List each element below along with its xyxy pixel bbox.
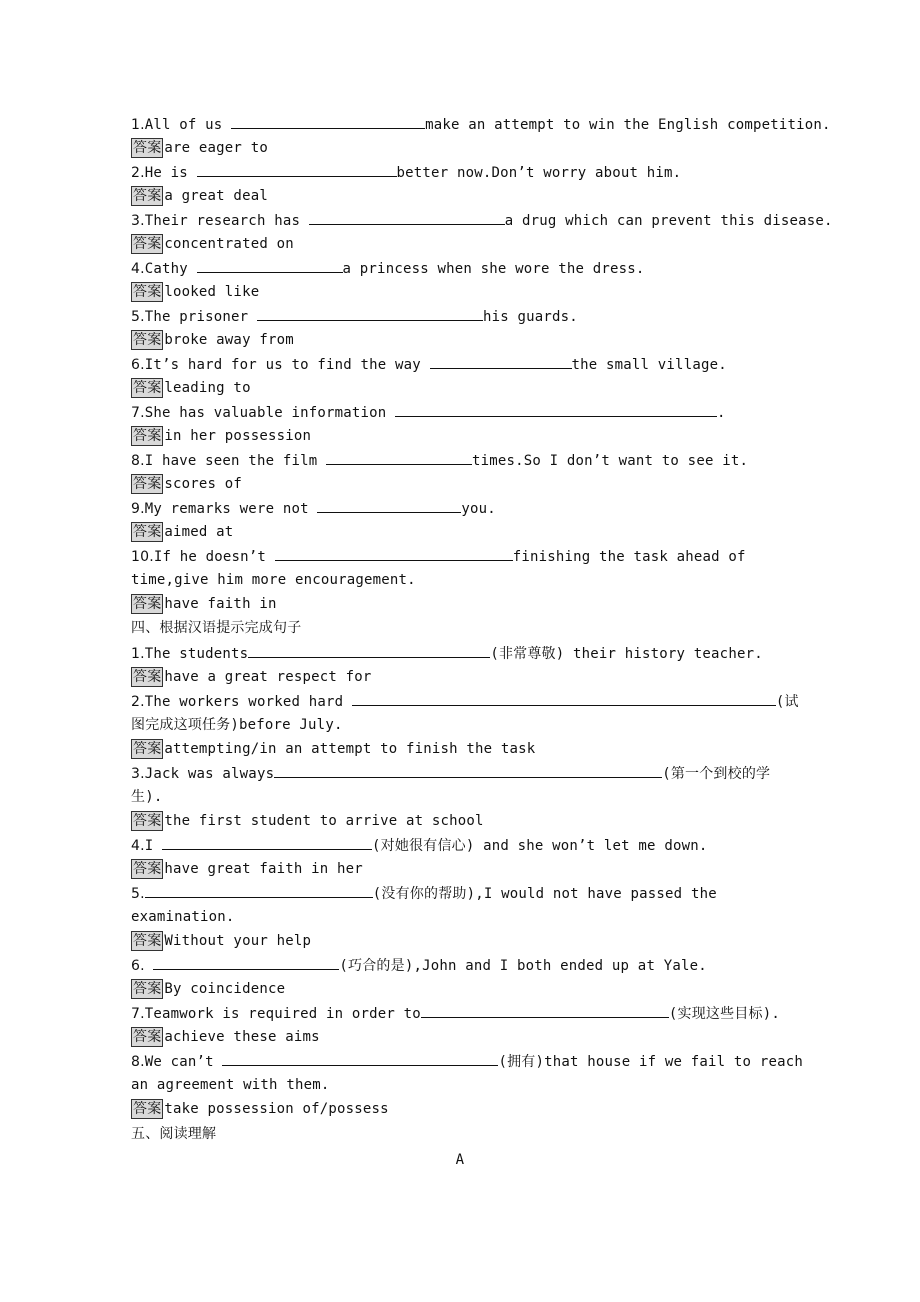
section-5-heading: 五、阅读理解: [131, 1126, 217, 1142]
s4-question-7: 7.Teamwork is required in order to (实现这些目标).: [131, 1003, 811, 1024]
s4-question-6: 6. (巧合的是),John and I both ended up at Yale.: [131, 955, 811, 976]
answer-blank: [274, 763, 662, 778]
question-5: 5.The prisoner his guards.: [131, 306, 811, 327]
answer-tag: 答案: [133, 428, 162, 444]
s4-question-2-continued: 图完成这项任务)before July.: [131, 717, 343, 733]
s4-answer-2: 答案 attempting/in an attempt to finish the task: [133, 741, 536, 757]
answer-tag: 答案: [133, 380, 162, 396]
answer-tag: 答案: [133, 1029, 162, 1045]
answer-tag: 答案: [133, 524, 162, 540]
s4-answer-3: 答案 the first student to arrive at school: [133, 813, 484, 829]
answer-blank: [352, 691, 776, 706]
s4-question-8-continued: an agreement with them.: [131, 1077, 330, 1093]
answer-blank: [162, 835, 372, 850]
answer-blank: [275, 546, 513, 561]
answer-6: 答案 leading to: [133, 380, 251, 396]
answer-1: 答案 are eager to: [133, 140, 268, 156]
s4-answer-1: 答案 have a great respect for: [133, 669, 372, 685]
answer-tag: 答案: [133, 861, 162, 877]
answer-blank: [197, 162, 397, 177]
passage-label: A: [455, 1152, 465, 1168]
s4-answer-6: 答案 By coincidence: [133, 981, 286, 997]
question-3: 3.Their research has a drug which can prevent this disease.: [131, 210, 811, 231]
question-9: 9.My remarks were not you.: [131, 498, 811, 519]
answer-tag: 答案: [133, 669, 162, 685]
answer-tag: 答案: [133, 188, 162, 204]
s4-question-5: 5. (没有你的帮助),I would not have passed the: [131, 883, 811, 904]
s4-answer-8: 答案 take possession of/possess: [133, 1101, 389, 1117]
question-10: 10.If he doesn’t finishing the task ahead of: [131, 546, 811, 567]
answer-blank: [421, 1003, 669, 1018]
answer-tag: 答案: [133, 1101, 162, 1117]
s4-question-3: 3.Jack was always (第一个到校的学: [131, 763, 811, 784]
answer-tag: 答案: [133, 813, 162, 829]
answer-blank: [257, 306, 483, 321]
answer-8: 答案 scores of: [133, 476, 243, 492]
s4-question-1: 1.The students (非常尊敬) their history teacher.: [131, 643, 811, 664]
question-6: 6.It’s hard for us to find the way the small village.: [131, 354, 811, 375]
question-7: 7.She has valuable information .: [131, 402, 811, 423]
s4-question-8: 8.We can’t (拥有)that house if we fail to reach: [131, 1051, 811, 1072]
answer-5: 答案 broke away from: [133, 332, 294, 348]
answer-4: 答案 looked like: [133, 284, 260, 300]
answer-blank: [326, 450, 472, 465]
answer-blank: [222, 1051, 498, 1066]
answer-blank: [145, 883, 373, 898]
s4-answer-4: 答案 have great faith in her: [133, 861, 363, 877]
answer-2: 答案 a great deal: [133, 188, 268, 204]
answer-blank: [309, 210, 505, 225]
answer-blank: [153, 955, 339, 970]
question-4: 4.Cathy a princess when she wore the dress.: [131, 258, 811, 279]
answer-7: 答案 in her possession: [133, 428, 312, 444]
answer-blank: [395, 402, 717, 417]
answer-3: 答案 concentrated on: [133, 236, 294, 252]
question-10-continued: time,give him more encouragement.: [131, 572, 416, 588]
answer-10: 答案 have faith in: [133, 596, 277, 612]
s4-question-2: 2.The workers worked hard (试: [131, 691, 811, 712]
question-8: 8.I have seen the film times.So I don’t want to see it.: [131, 450, 811, 471]
answer-9: 答案 aimed at: [133, 524, 234, 540]
question-2: 2.He is better now.Don’t worry about him.: [131, 162, 811, 183]
answer-tag: 答案: [133, 140, 162, 156]
s4-question-5-continued: examination.: [131, 909, 235, 925]
answer-tag: 答案: [133, 332, 162, 348]
answer-tag: 答案: [133, 596, 162, 612]
answer-tag: 答案: [133, 236, 162, 252]
answer-blank: [197, 258, 343, 273]
s4-answer-5: 答案 Without your help: [133, 933, 312, 949]
answer-blank: [248, 643, 490, 658]
answer-blank: [231, 114, 425, 129]
answer-tag: 答案: [133, 741, 162, 757]
answer-tag: 答案: [133, 476, 162, 492]
section-4-heading: 四、根据汉语提示完成句子: [131, 620, 302, 636]
s4-answer-7: 答案 achieve these aims: [133, 1029, 320, 1045]
answer-tag: 答案: [133, 981, 162, 997]
s4-question-3-continued: 生).: [131, 789, 163, 805]
answer-tag: 答案: [133, 284, 162, 300]
answer-blank: [317, 498, 461, 513]
question-1: 1.All of us make an attempt to win the English competition.: [131, 114, 811, 135]
answer-tag: 答案: [133, 933, 162, 949]
s4-question-4: 4.I (对她很有信心) and she won’t let me down.: [131, 835, 811, 856]
answer-blank: [430, 354, 572, 369]
